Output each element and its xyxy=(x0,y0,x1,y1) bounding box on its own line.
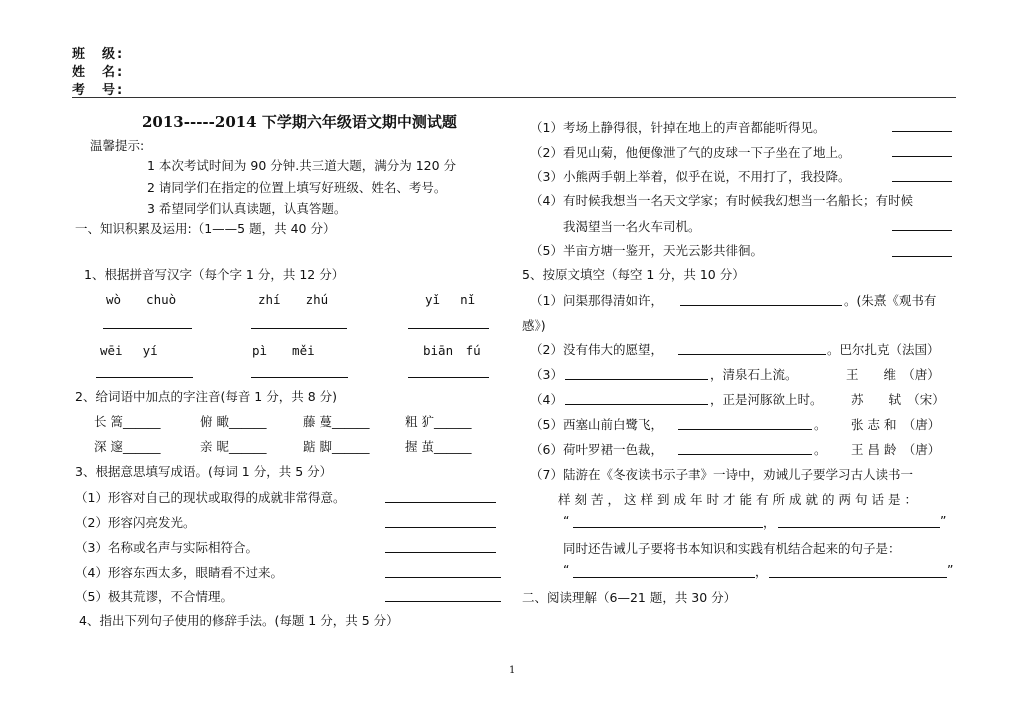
q5-line2-prefix: （2）没有伟大的愿望， xyxy=(530,342,663,357)
q2-item[interactable]: 俯 瞰______ xyxy=(200,414,267,429)
tip-item: 1 本次考试时间为 90 分钟.共三道大题，满分为 120 分 xyxy=(147,158,457,173)
comma: ， xyxy=(755,564,768,579)
section2-heading: 二、阅读理解（6—21 题，共 30 分） xyxy=(522,590,737,605)
q2-item[interactable]: 深 邃______ xyxy=(94,439,161,454)
tip-item: 2 请同学们在指定的位置上填写好班级、姓名、考号。 xyxy=(147,180,447,195)
q3-item: （4）形容东西太多，眼睛看不过来。 xyxy=(75,565,283,580)
q5-line5-mid: 。 xyxy=(814,417,827,432)
q3-item: （1）形容对自己的现状或取得的成就非常得意。 xyxy=(75,490,346,505)
answer-blank[interactable] xyxy=(892,131,952,132)
answer-blank[interactable] xyxy=(251,328,347,329)
answer-blank[interactable] xyxy=(385,552,496,553)
q2-item[interactable]: 握 茧______ xyxy=(405,439,472,454)
q4-item: （4）有时候我想当一名天文学家；有时候我幻想当一名船长；有时候 xyxy=(530,193,913,208)
q2-item[interactable]: 粗 犷______ xyxy=(405,414,472,429)
quote-open: “ xyxy=(563,513,570,528)
quote-close: ” xyxy=(940,513,947,528)
answer-blank[interactable] xyxy=(408,377,489,378)
answer-blank[interactable] xyxy=(408,328,489,329)
q5-line2-suffix: 。巴尔扎克（法国） xyxy=(827,342,940,357)
q2-heading: 2、给词语中加点的字注音(每音 1 分，共 8 分) xyxy=(75,389,338,404)
answer-blank[interactable] xyxy=(892,156,952,157)
q4-item: （3）小熊两手朝上举着，似乎在说，不用打了，我投降。 xyxy=(530,169,851,184)
answer-blank[interactable] xyxy=(385,502,496,503)
number-label: 考 号: xyxy=(72,83,125,98)
q5-line7-second: 同时还告诫儿子要将书本知识和实践有机结合起来的句子是： xyxy=(563,541,901,556)
q5-line7: （7）陆游在《冬夜读书示子聿》一诗中，劝诫儿子要学习古人读书一 xyxy=(530,467,913,482)
q5-line3-mid: ，清泉石上流。 xyxy=(710,367,798,382)
answer-blank[interactable] xyxy=(565,379,708,380)
q5-line1-cont: 感》) xyxy=(522,318,546,333)
pinyin: wēi yí xyxy=(100,343,158,358)
answer-blank[interactable] xyxy=(96,377,193,378)
q5-line5-prefix: （5）西塞山前白鹭飞， xyxy=(530,417,663,432)
answer-blank[interactable] xyxy=(892,256,952,257)
q2-item[interactable]: 长 篙______ xyxy=(94,414,161,429)
q4-item: （5）半亩方塘一鉴开，天光云影共徘徊。 xyxy=(530,243,763,258)
pinyin: zhí zhú xyxy=(258,292,329,307)
pinyin: biān fú xyxy=(423,343,481,358)
q3-heading: 3、根据意思填写成语。(每词 1 分，共 5 分） xyxy=(75,464,333,479)
pinyin: yǐ nǐ xyxy=(425,292,476,307)
header-rule xyxy=(72,97,956,98)
answer-blank[interactable] xyxy=(678,429,812,430)
section1-heading: 一、知识积累及运用:（1——5 题，共 40 分） xyxy=(75,221,336,236)
answer-blank[interactable] xyxy=(385,577,501,578)
page-number: 1 xyxy=(509,665,516,676)
answer-blank[interactable] xyxy=(251,377,348,378)
q5-line6-mid: 。 xyxy=(814,442,827,457)
answer-blank[interactable] xyxy=(573,527,763,528)
q5-line3-author: 王 维 （唐） xyxy=(846,367,940,382)
q5-line4-author: 苏 轼 （宋） xyxy=(851,392,945,407)
answer-blank[interactable] xyxy=(769,577,947,578)
q3-item: （3）名称或名声与实际相符合。 xyxy=(75,540,258,555)
quote-close: ” xyxy=(947,562,954,577)
tip-item: 3 希望同学们认真读题，认真答题。 xyxy=(147,201,347,216)
q5-heading: 5、按原文填空（每空 1 分，共 10 分） xyxy=(522,267,745,282)
class-label: 班 级: xyxy=(72,47,125,62)
q5-line1-prefix: （1）问渠那得清如许， xyxy=(530,293,663,308)
page-title: 2013-----2014 下学期六年级语文期中测试题 xyxy=(142,113,457,131)
q2-item[interactable]: 踮 脚______ xyxy=(303,439,370,454)
answer-blank[interactable] xyxy=(778,527,940,528)
answer-blank[interactable] xyxy=(385,601,501,602)
q4-item: （1）考场上静得很，针掉在地上的声音都能听得见。 xyxy=(530,120,826,135)
q5-line5-author: 张 志 和 （唐） xyxy=(851,417,941,432)
pinyin: wò chuò xyxy=(106,292,177,307)
q4-heading: 4、指出下列句子使用的修辞手法。(每题 1 分，共 5 分） xyxy=(79,613,399,628)
comma: ， xyxy=(763,515,776,530)
answer-blank[interactable] xyxy=(678,454,812,455)
q5-line7-cont: 样刻苦，这样到成年时才能有所成就的两句话是： xyxy=(558,492,922,507)
answer-blank[interactable] xyxy=(892,181,952,182)
q5-line4-mid: ，正是河豚欲上时。 xyxy=(710,392,823,407)
q5-line6-author: 王 昌 龄 （唐） xyxy=(851,442,941,457)
q1-heading: 1、根据拼音写汉字（每个字 1 分，共 12 分） xyxy=(84,267,345,282)
name-label: 姓 名: xyxy=(72,65,125,80)
q2-item[interactable]: 亲 昵______ xyxy=(200,439,267,454)
tips-heading: 温馨提示: xyxy=(90,138,145,153)
q2-item[interactable]: 藤 蔓______ xyxy=(303,414,370,429)
pinyin: pì měi xyxy=(252,343,315,358)
q5-line3-prefix: （3） xyxy=(530,367,563,382)
q3-item: （5）极其荒谬，不合情理。 xyxy=(75,589,233,604)
quote-open: “ xyxy=(563,562,570,577)
q4-item: （2）看见山菊，他便像泄了气的皮球一下子坐在了地上。 xyxy=(530,145,851,160)
answer-blank[interactable] xyxy=(385,527,496,528)
answer-blank[interactable] xyxy=(565,404,708,405)
q5-line1-suffix: 。(朱熹《观书有 xyxy=(844,293,937,308)
answer-blank[interactable] xyxy=(573,577,755,578)
answer-blank[interactable] xyxy=(678,354,826,355)
q3-item: （2）形容闪亮发光。 xyxy=(75,515,196,530)
answer-blank[interactable] xyxy=(680,305,842,306)
answer-blank[interactable] xyxy=(892,230,952,231)
answer-blank[interactable] xyxy=(103,328,192,329)
q4-item-continued: 我渴望当一名火车司机。 xyxy=(563,219,701,234)
q5-line4-prefix: （4） xyxy=(530,392,563,407)
q5-line6-prefix: （6）荷叶罗裙一色裁， xyxy=(530,442,663,457)
